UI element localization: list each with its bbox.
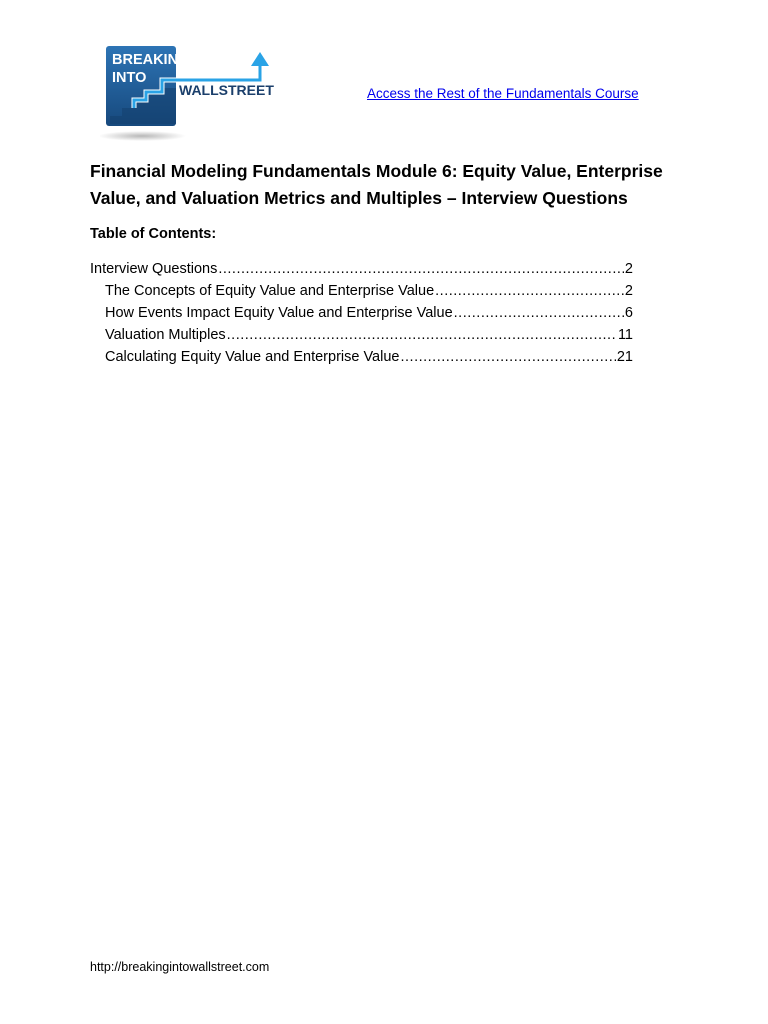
toc-dot-leader	[435, 280, 624, 302]
toc-heading: Table of Contents:	[90, 226, 217, 242]
logo-arrow-head	[251, 52, 269, 66]
toc-entry-events-impact[interactable]	[90, 302, 633, 324]
toc-dot-leader	[227, 324, 617, 346]
toc-entry-concepts[interactable]	[90, 280, 633, 302]
logo-graphic	[100, 44, 276, 148]
toc-entry-page: 11	[617, 327, 633, 343]
toc-dot-leader	[454, 302, 624, 324]
toc-entry-page: 21	[616, 349, 633, 365]
table-of-contents	[90, 258, 633, 368]
breaking-into-wallstreet-logo	[100, 44, 276, 148]
toc-entry-label: The Concepts of Equity Value and Enterprise Value	[105, 283, 435, 299]
toc-entry-valuation-multiples[interactable]	[90, 324, 633, 346]
toc-dot-leader	[218, 258, 624, 280]
toc-dot-leader	[400, 346, 615, 368]
toc-entry-page: 2	[624, 261, 633, 277]
logo-shadow	[100, 131, 186, 141]
page-title: Financial Modeling Fundamentals Module 6: Equity Value, Enterprise Value, and Valuation Metrics and Multiples – Interview Questions	[90, 161, 663, 208]
fundamentals-course-link[interactable]: Access the Rest of the Fundamentals Course	[367, 86, 639, 101]
footer-url: http://breakingintowallstreet.com	[90, 960, 270, 974]
logo-text-wallstreet: WALLSTREET	[179, 82, 274, 98]
toc-entry-page: 2	[624, 283, 633, 299]
toc-entry-page: 6	[624, 305, 633, 321]
toc-entry-interview-questions[interactable]	[90, 258, 633, 280]
toc-entry-label: Valuation Multiples	[105, 327, 226, 343]
toc-entry-label: Interview Questions	[90, 261, 218, 277]
logo-text-into: INTO	[112, 70, 147, 86]
logo-text-breaking: BREAKING	[112, 52, 190, 68]
toc-entry-label: How Events Impact Equity Value and Enterprise Value	[105, 305, 453, 321]
toc-entry-calculating[interactable]	[90, 346, 633, 368]
toc-entry-label: Calculating Equity Value and Enterprise Value	[105, 349, 400, 365]
